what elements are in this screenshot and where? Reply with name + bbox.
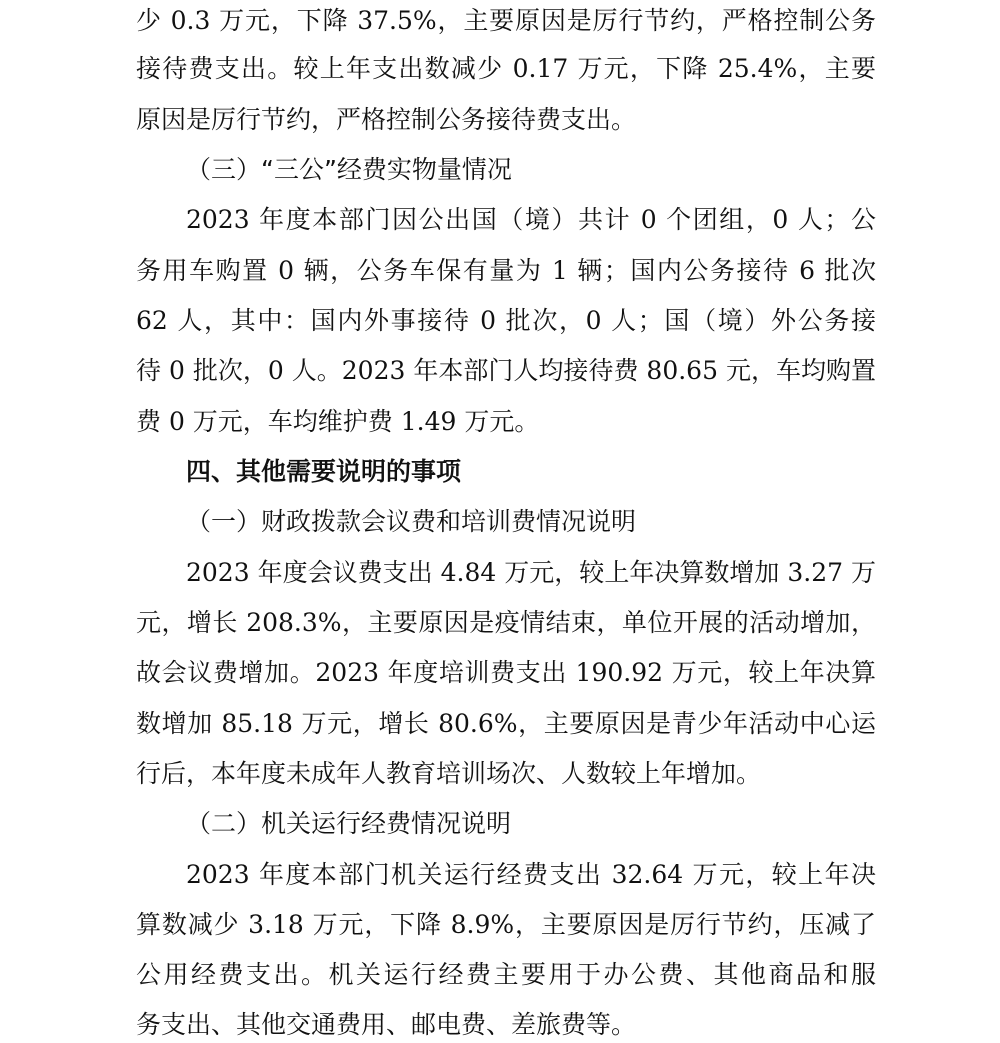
section-heading-4: 四、其他需要说明的事项 (186, 457, 462, 486)
body-text-line: 故会议费增加。2023 年度培训费支出 190.92 万元，较上年决算 (136, 658, 876, 687)
body-text-line: 2023 年度会议费支出 4.84 万元，较上年决算数增加 3.27 万 (186, 558, 876, 587)
body-text-line: 原因是厉行节约，严格控制公务接待费支出。 (136, 105, 637, 134)
body-text-line: 待 0 批次，0 人。2023 年本部门人均接待费 80.65 元，车均购置 (136, 356, 876, 385)
body-text-line: 少 0.3 万元，下降 37.5%，主要原因是厉行节约，严格控制公务 (136, 6, 876, 35)
body-text-line: 元，增长 208.3%，主要原因是疫情结束，单位开展的活动增加， (136, 608, 876, 637)
body-text-line: 务支出、其他交通费用、邮电费、差旅费等。 (136, 1010, 637, 1039)
body-text-line: 务用车购置 0 辆，公务车保有量为 1 辆；国内公务接待 6 批次 (136, 256, 876, 285)
body-text-line: 62 人，其中：国内外事接待 0 批次，0 人；国（境）外公务接 (136, 306, 876, 335)
body-text-line: 数增加 85.18 万元，增长 80.6%，主要原因是青少年活动中心运 (136, 709, 876, 738)
body-text-line: 2023 年度本部门机关运行经费支出 32.64 万元，较上年决 (186, 860, 876, 889)
body-text-line: 行后，本年度未成年人教育培训场次、人数较上年增加。 (136, 759, 762, 788)
body-text-line: 算数减少 3.18 万元，下降 8.9%，主要原因是厉行节约，压减了 (136, 910, 876, 939)
body-text-line: 费 0 万元，车均维护费 1.49 万元。 (136, 407, 540, 436)
section-subheading-1: （一）财政拨款会议费和培训费情况说明 (186, 507, 637, 536)
body-text-line: 2023 年度本部门因公出国（境）共计 0 个团组，0 人；公 (186, 205, 876, 234)
body-text-line: 接待费支出。较上年支出数减少 0.17 万元，下降 25.4%，主要 (136, 54, 876, 83)
body-text-line: 公用经费支出。机关运行经费主要用于办公费、其他商品和服 (136, 960, 876, 989)
section-subheading-3: （三）“三公”经费实物量情况 (186, 155, 512, 184)
section-subheading-2: （二）机关运行经费情况说明 (186, 809, 512, 838)
